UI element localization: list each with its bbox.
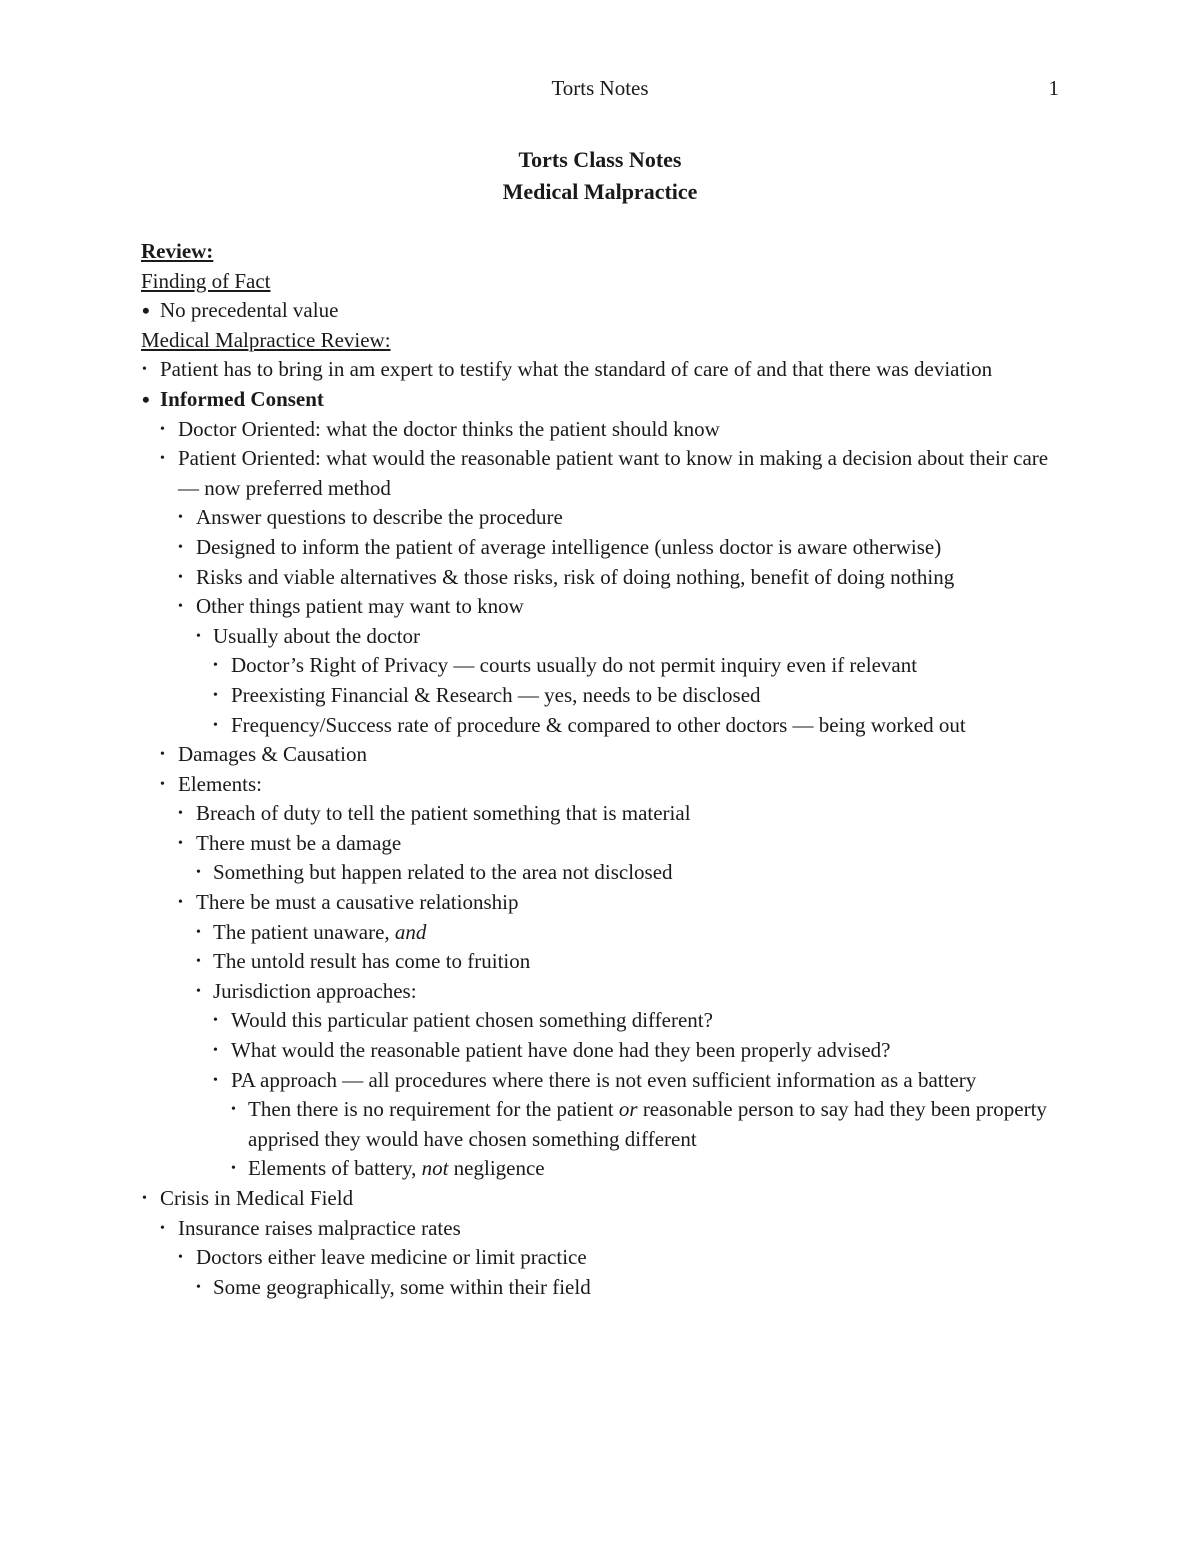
list-item [141,385,1071,415]
bullet-icon: • [196,865,201,881]
list-item [141,415,1071,445]
bullet-icon: • [213,1072,218,1088]
text-fragment: negligence [448,1156,545,1181]
list-item [141,770,1071,800]
emphasis-text: and [394,919,427,944]
running-header [0,74,1200,102]
text-fragment: The patient unaware, [213,919,395,944]
bullet-icon: • [160,1220,165,1236]
medical-malpractice-review-heading: Medical Malpractice Review: [141,327,391,352]
list-item [141,918,1071,948]
finding-of-fact-heading: Finding of Fact [141,268,271,293]
title-line-2: Medical Malpractice [502,179,698,204]
bullet-icon: • [196,1279,201,1295]
list-item-text: Crisis in Medical Field [160,1186,354,1210]
list-item [141,563,1071,593]
list-item [141,858,1071,888]
bullet-icon: • [178,1250,183,1266]
emphasis-text: not [421,1156,449,1181]
list-item-text: There be must a causative relationship [196,890,519,915]
list-item-text: Usually about the doctor [213,623,421,648]
list-item [141,1214,1071,1244]
list-item-text: Doctors either leave medicine or limit practice [196,1245,587,1270]
bullet-icon: • [231,1102,236,1118]
emphasis-text: or [618,1097,638,1122]
list-item [141,711,1071,741]
list-item [141,1095,1071,1154]
bullet-icon: • [213,1043,218,1059]
bullet-icon: • [178,539,183,555]
list-item-text: Damages & Causation [178,742,367,767]
bullet-icon: • [142,1191,147,1206]
list-item-text: Risks and viable alternatives & those risks, risk of doing nothing, benefit of doing nothing [196,564,955,589]
bullet-icon: • [178,895,183,911]
bullet-icon: • [178,835,183,851]
list-item-text: There must be a damage [196,830,402,855]
bullet-icon: • [213,1013,218,1029]
page-number: 1 [1048,76,1059,100]
list-item-text: Jurisdiction approaches: [213,978,417,1003]
list-item-text [213,918,1071,948]
list-item [141,829,1071,859]
list-item-text: Frequency/Success rate of procedure & compared to other doctors — being worked out [231,712,966,737]
list-item [141,1273,1071,1303]
list-item-text: Designed to inform the patient of average intelligence (unless doctor is aware otherwise) [196,534,942,559]
list-item [141,681,1071,711]
list-item-text: Patient has to bring in am expert to testify what the standard of care of and that there was deviation [160,357,993,382]
list-item [141,1154,1071,1184]
list-item-text: The untold result has come to fruition [213,949,531,974]
list-item [141,888,1071,918]
list-item [141,503,1071,533]
title-line-1: Torts Class Notes [518,147,682,172]
list-item-text: Other things patient may want to know [196,594,524,619]
notes-body [141,237,1071,1302]
list-item-text: Elements: [178,771,262,796]
list-item-text: Would this particular patient chosen something different? [231,1008,713,1033]
bullet-icon: • [196,628,201,644]
list-item [141,1184,1071,1214]
list-item-text: Informed Consent [160,386,324,411]
list-item [141,1066,1071,1096]
bullet-icon: • [178,599,183,615]
list-item [141,977,1071,1007]
list-item-text [248,1154,1071,1184]
list-item-text: PA approach — all procedures where there is not even sufficient information as a battery [231,1067,977,1092]
text-fragment: reasonable person to say had they been property apprised they would have chosen something different [248,1097,1047,1151]
list-item [141,1243,1071,1273]
bullet-icon: • [231,1161,236,1177]
bullet-icon: • [213,658,218,674]
list-item [141,1036,1071,1066]
bullet-icon: • [196,954,201,970]
list-item-text: Some geographically, some within their field [213,1274,591,1299]
list-item [141,799,1071,829]
list-item-text: Preexisting Financial & Research — yes, needs to be disclosed [231,682,761,707]
bullet-icon: • [160,451,165,467]
list-item-text: Insurance raises malpractice rates [178,1215,461,1240]
text-fragment: Elements of battery, [248,1156,422,1181]
review-heading: Review: [141,239,214,263]
document-title [0,144,1200,208]
list-item [141,622,1071,652]
list-item-text: Doctor Oriented: what the doctor thinks the patient should know [178,416,720,441]
list-item-text: Doctor’s Right of Privacy — courts usually do not permit inquiry even if relevant [231,653,918,678]
list-item-text: Patient Oriented: what would the reasonable patient want to know in making a decision about their care — now preferred method [178,446,1049,500]
bullet-icon: • [160,421,165,437]
bullet-icon: • [196,924,201,940]
list-item-text: What would the reasonable patient have done had they been properly advised? [231,1038,891,1063]
bullet-icon: • [160,776,165,792]
bullet-icon: • [178,806,183,822]
bullet-icon: • [142,386,150,412]
list-item [141,533,1071,563]
list-item [141,740,1071,770]
bullet-icon: • [160,747,165,763]
running-title: Torts Notes [551,76,649,100]
list-item-text: Something but happen related to the area not disclosed [213,860,673,885]
list-item-text: Breach of duty to tell the patient something that is material [196,801,691,826]
list-item [141,592,1071,622]
list-item [141,355,1071,385]
bullet-icon: • [142,362,147,378]
bullet-icon: • [142,298,150,324]
list-item [141,296,1071,326]
list-item [141,947,1071,977]
list-item-text: No precedental value [160,298,339,323]
bullet-icon: • [196,983,201,999]
list-item [141,1006,1071,1036]
list-item-text: Answer questions to describe the procedure [196,505,563,530]
bullet-icon: • [213,717,218,733]
list-item [141,444,1071,503]
bullet-icon: • [178,510,183,526]
list-item-text [248,1095,1071,1154]
bullet-icon: • [178,569,183,585]
bullet-icon: • [213,687,218,703]
text-fragment: Then there is no requirement for the patient [248,1097,619,1122]
list-item [141,651,1071,681]
